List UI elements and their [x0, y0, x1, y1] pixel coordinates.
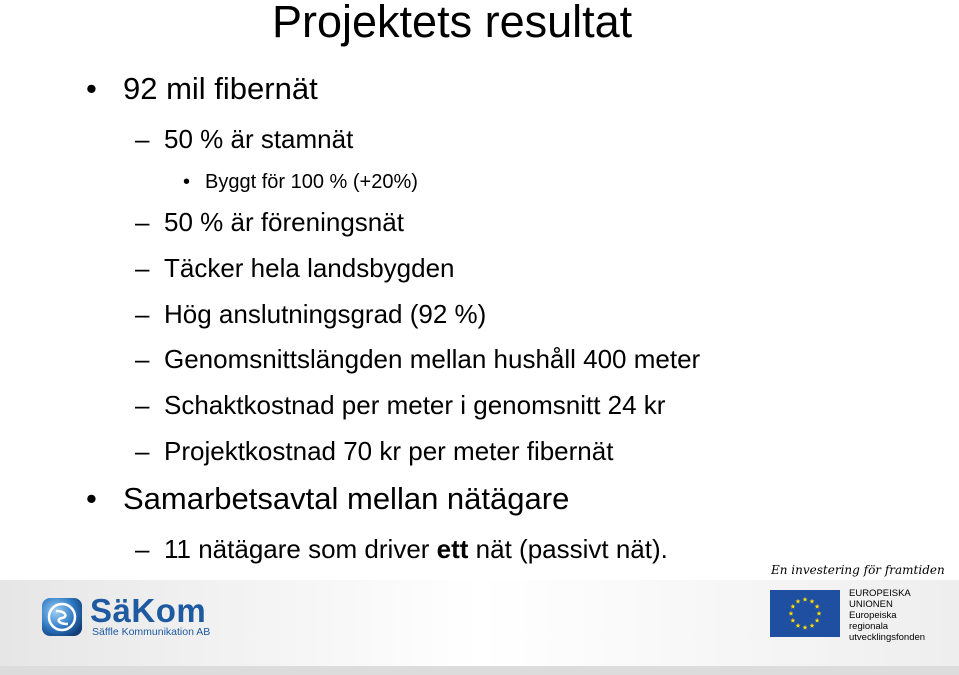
list-item-text: 92 mil fibernät [123, 71, 318, 106]
eu-text-line: Europeiska [849, 610, 897, 621]
eu-text-line: utvecklingsfonden [849, 632, 926, 643]
list-item-text: 50 % är föreningsnät [164, 207, 404, 237]
sakom-logo [40, 592, 240, 638]
eu-text-line: EUROPEISKA [849, 588, 911, 599]
dash-marker: – [135, 534, 150, 564]
list-item-text: Schaktkostnad per meter i genomsnitt 24 kr [164, 390, 666, 420]
emphasis-text: ett [436, 534, 469, 564]
slide-title: Projektets resultat [272, 0, 633, 47]
list-item-text [164, 533, 668, 565]
list-item-text-part: nät (passivt nät). [468, 534, 668, 564]
list-item-text: Täcker hela landsbygden [164, 253, 455, 283]
eu-flag-icon [770, 590, 840, 637]
bullet-marker: • [183, 171, 191, 193]
eu-text-line: regionala [849, 621, 889, 632]
dash-marker: – [135, 207, 150, 237]
list-item-text: Hög anslutningsgrad (92 %) [164, 299, 487, 329]
dash-marker: – [135, 253, 150, 283]
sakom-subtitle: Säffle Kommunikation AB [92, 626, 211, 638]
list-item-text: Samarbetsavtal mellan nätägare [123, 481, 570, 516]
list-item-text: 50 % är stamnät [164, 124, 354, 154]
dash-marker: – [135, 344, 150, 374]
dash-marker: – [135, 299, 150, 329]
eu-tagline: En investering för framtiden [771, 563, 945, 577]
list-item-text: Byggt för 100 % (+20%) [205, 171, 418, 193]
sakom-name: SäKom [90, 592, 207, 629]
bullet-marker: • [86, 71, 97, 106]
eu-logo-text [849, 588, 925, 643]
bullet-marker: • [86, 481, 97, 516]
dash-marker: – [135, 124, 150, 154]
list-item-text-part: 11 nätägare som driver [164, 534, 437, 564]
dash-marker: – [135, 436, 150, 466]
list-item-text: Projektkostnad 70 kr per meter fibernät [164, 436, 614, 466]
list-item-text: Genomsnittslängden mellan hushåll 400 meter [164, 344, 701, 374]
eu-text-line: UNIONEN [849, 599, 893, 610]
dash-marker: – [135, 390, 150, 420]
sakom-logo-icon [40, 596, 84, 638]
